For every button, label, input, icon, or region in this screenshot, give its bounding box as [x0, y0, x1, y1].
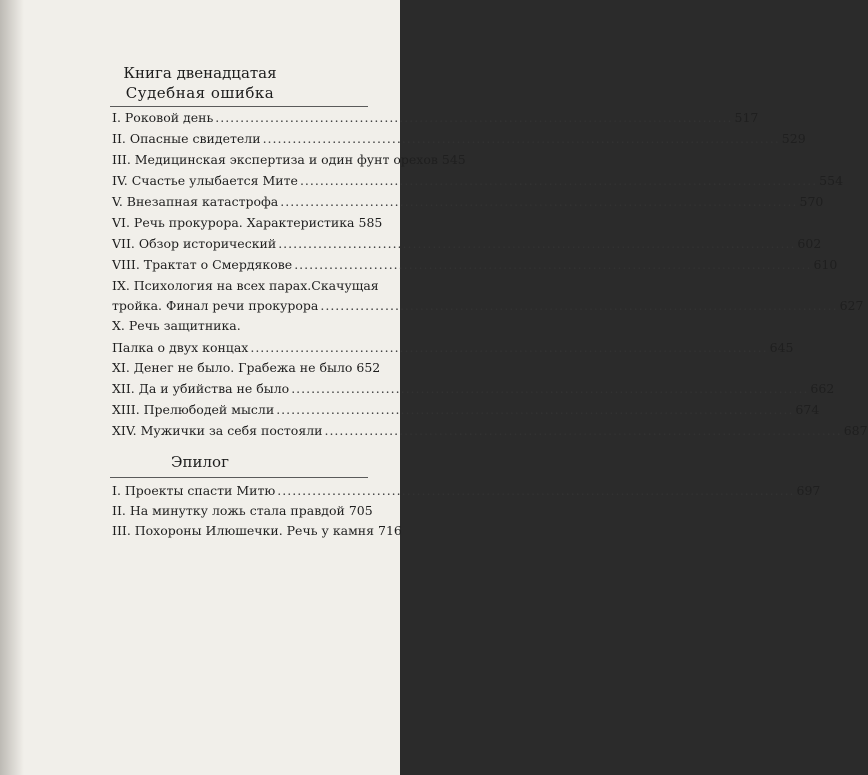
- toc-row[interactable]: [112, 298, 864, 314]
- toc-page: 645: [769, 340, 794, 355]
- toc-page: 517: [734, 110, 759, 125]
- toc-leader: [320, 298, 837, 314]
- toc-page: 716: [378, 523, 402, 538]
- toc-page: 529: [781, 131, 806, 146]
- toc-page: 602: [797, 236, 822, 251]
- toc-leader: [277, 483, 794, 499]
- toc-leader: [291, 381, 808, 397]
- toc-title: III. Похороны Илюшечки. Речь у камня: [112, 523, 375, 538]
- toc-page: 662: [810, 381, 835, 396]
- toc-row[interactable]: [112, 257, 838, 273]
- toc-row[interactable]: [112, 503, 372, 519]
- toc-page: 627: [839, 298, 864, 313]
- book-title: Книга двенадцатая: [123, 64, 277, 82]
- toc-page: 554: [819, 173, 844, 188]
- toc-row[interactable]: [112, 483, 821, 499]
- toc-leader: [215, 110, 732, 126]
- toc-page: 674: [795, 402, 820, 417]
- toc-leader: [294, 257, 811, 273]
- toc-title: I. Проекты спасти Митю: [112, 483, 276, 498]
- toc-row[interactable]: [112, 173, 844, 189]
- toc-title: III. Медицинская экспертиза и один фунт орехов: [112, 152, 438, 167]
- toc-leader: [276, 402, 793, 418]
- toc-title: XI. Денег не было. Грабежа не было: [112, 360, 353, 375]
- toc-row[interactable]: [112, 215, 383, 231]
- toc-title: XIV. Мужички за себя постояли: [112, 423, 323, 438]
- toc-title: XIII. Прелюбодей мысли: [112, 402, 275, 417]
- part-title: Судебная ошибка: [125, 84, 275, 102]
- toc-row[interactable]: [112, 523, 402, 539]
- toc-leader: [250, 340, 767, 356]
- toc-title: VII. Обзор исторический: [112, 236, 277, 251]
- toc-row[interactable]: [112, 110, 759, 126]
- toc-title: II. Опасные свидетели: [112, 131, 261, 146]
- toc-leader: [278, 236, 795, 252]
- toc-leader: [263, 131, 780, 147]
- header-rule: [110, 106, 368, 107]
- toc-title: VI. Речь прокурора. Характеристика: [112, 215, 355, 230]
- toc-row[interactable]: [112, 131, 806, 147]
- toc-title-line2: тройка. Финал речи прокурора: [112, 298, 319, 313]
- toc-row[interactable]: [112, 423, 868, 439]
- epilogue-rule: [110, 477, 368, 478]
- toc-page: 687: [843, 423, 868, 438]
- page-gutter-shadow: [0, 0, 24, 775]
- toc-title-line2: Палка о двух концах: [112, 340, 249, 355]
- epilogue-title: Эпилог: [171, 453, 229, 471]
- toc-title: I. Роковой день: [112, 110, 214, 125]
- toc-leader: [300, 173, 817, 189]
- toc-title: IV. Счастье улыбается Мите: [112, 173, 298, 188]
- toc-row[interactable]: [112, 194, 824, 210]
- toc-title: VIII. Трактат о Смердякове: [112, 257, 293, 272]
- toc-title-line1[interactable]: IX. Психология на всех парах.Скачущая: [112, 278, 379, 293]
- toc-page: 705: [348, 503, 373, 518]
- toc-row[interactable]: [112, 152, 466, 168]
- toc-page: 570: [799, 194, 824, 209]
- toc-title: II. На минутку ложь стала правдой: [112, 503, 345, 518]
- toc-row[interactable]: [112, 360, 381, 376]
- toc-row[interactable]: [112, 236, 822, 252]
- toc-row[interactable]: [112, 402, 820, 418]
- toc-row[interactable]: [112, 381, 835, 397]
- toc-page: 652: [356, 360, 381, 375]
- toc-title: XII. Да и убийства не было: [112, 381, 290, 396]
- toc-row[interactable]: [112, 340, 794, 356]
- toc-leader: [280, 194, 797, 210]
- toc-page: 610: [813, 257, 838, 272]
- toc-leader: [324, 423, 841, 439]
- toc-page: 697: [796, 483, 821, 498]
- toc-title: V. Внезапная катастрофа: [112, 194, 279, 209]
- toc-title-line1[interactable]: X. Речь защитника.: [112, 318, 241, 333]
- toc-page: 545: [441, 152, 466, 167]
- toc-page: 585: [358, 215, 383, 230]
